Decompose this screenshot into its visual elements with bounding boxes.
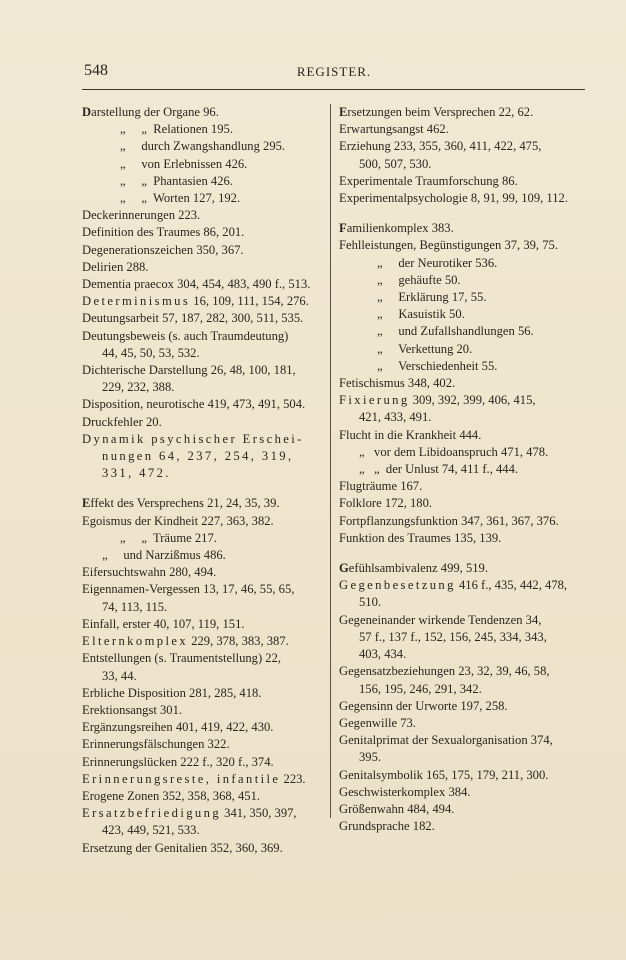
index-entry <box>82 788 324 805</box>
index-entry-line: 74, 113, 115. <box>102 599 168 614</box>
index-entry-line: 33, 44. <box>102 668 137 683</box>
index-entry <box>82 104 324 121</box>
index-entry <box>339 461 585 478</box>
index-entry-line: 421, 433, 491. <box>359 410 432 425</box>
index-entry-line: Gegensinn der Urworte 197, 258. <box>339 698 508 713</box>
index-entry <box>82 362 324 396</box>
index-entry-line: Determinismus 16, 109, 111, 154, 276. <box>82 294 309 309</box>
index-subentry: „ der Neurotiker 536. <box>377 255 498 270</box>
index-entry-line: Ergänzungsreihen 401, 419, 422, 430. <box>82 720 274 735</box>
index-entry-line: Genitalprimat der Sexualorganisation 374, <box>339 733 553 748</box>
index-entry-line: Experimentalpsychologie 8, 91, 99, 109, 112. <box>339 191 568 206</box>
index-entry-line: Entstellungen (s. Traumentstellung) 22, <box>82 651 282 666</box>
index-entry <box>339 323 585 340</box>
index-subentry: „ „ Worten 127, 192. <box>120 191 241 206</box>
index-entry <box>82 293 324 310</box>
index-entry-line: 229, 232, 388. <box>102 380 175 395</box>
index-entry-line: 403, 434. <box>359 647 407 662</box>
page-number: 548 <box>84 62 108 79</box>
index-entry-line: Dynamik psychischer Erschei- <box>82 431 304 446</box>
index-entry-line: Genitalsymbolik 165, 175, 179, 211, 300. <box>339 767 549 782</box>
index-entry <box>339 104 585 121</box>
index-entry-line: Gegensatzbeziehungen 23, 32, 39, 46, 58, <box>339 664 550 679</box>
index-entry-line: Gegenwille 73. <box>339 715 416 730</box>
index-entry-line: Erogene Zonen 352, 358, 368, 451. <box>82 788 261 803</box>
index-subentry: „ Kasuistik 50. <box>377 307 465 322</box>
running-head: REGISTER. <box>296 64 372 79</box>
index-entry-line: Gegenbesetzung 416 f., 435, 442, 478, <box>339 578 568 593</box>
index-entry <box>82 190 324 207</box>
index-entry <box>339 663 585 697</box>
index-entry <box>339 732 585 766</box>
index-entry-line: Ersatzbefriedigung 341, 350, 397, <box>82 806 297 821</box>
index-entry <box>82 138 324 155</box>
index-entry <box>82 685 324 702</box>
index-entry-line: Familienkomplex 383. <box>339 221 454 236</box>
index-entry <box>339 698 585 715</box>
index-entry <box>339 801 585 818</box>
index-entry <box>339 306 585 323</box>
index-entry-line: Fetischismus 348, 402. <box>339 376 456 391</box>
index-entry <box>82 736 324 753</box>
index-entry-line: Definition des Traumes 86, 201. <box>82 225 245 240</box>
index-entry-line: Ersetzung der Genitalien 352, 360, 369. <box>82 840 283 855</box>
index-entry-line: Experimentale Traumforschung 86. <box>339 173 518 188</box>
index-subentry: „ und Zufallshandlungen 56. <box>377 324 534 339</box>
index-entry-line: Gefühlsambivalenz 499, 519. <box>339 561 488 576</box>
index-entry-line: 395. <box>359 750 382 765</box>
index-entry <box>339 220 585 237</box>
index-entry-line: Flugträume 167. <box>339 479 423 494</box>
index-entry <box>82 242 324 259</box>
index-entry-line: Degenerationszeichen 350, 367. <box>82 242 244 257</box>
index-entry <box>82 328 324 362</box>
index-entry <box>339 138 585 172</box>
index-entry-line: Disposition, neurotische 419, 473, 491, 504. <box>82 397 306 412</box>
index-entry-line: Deutungsbeweis (s. auch Traumdeutung) <box>82 328 289 343</box>
index-entry <box>82 431 324 483</box>
index-subentry: „ durch Zwangshandlung 295. <box>120 139 286 154</box>
index-entry <box>339 375 585 392</box>
index-entry <box>339 173 585 190</box>
index-entry-line: Größenwahn 484, 494. <box>339 801 455 816</box>
index-entry-line: Fixierung 309, 392, 399, 406, 415, <box>339 393 536 408</box>
index-entry-line: Erinnerungslücken 222 f., 320 f., 374. <box>82 754 274 769</box>
index-entry <box>82 840 324 857</box>
index-entry <box>339 392 585 426</box>
index-entry-line: Erektionsangst 301. <box>82 702 183 717</box>
header-rule <box>82 89 585 90</box>
index-subentry: „ „ Träume 217. <box>120 530 217 545</box>
index-entry-line: 500, 507, 530. <box>359 156 432 171</box>
index-entry-line: Darstellung der Organe 96. <box>82 105 219 119</box>
index-entry-line: Ersetzungen beim Versprechen 22, 62. <box>339 105 534 119</box>
index-entry-line: Elternkomplex 229, 378, 383, 387. <box>82 634 289 649</box>
index-entry-line: Druckfehler 20. <box>82 414 162 429</box>
index-entry <box>339 495 585 512</box>
index-subentry: „ „ Phantasien 426. <box>120 173 233 188</box>
index-entry <box>339 577 585 611</box>
index-entry <box>82 530 324 547</box>
index-entry <box>82 495 324 512</box>
index-entry-line: Eifersuchtswahn 280, 494. <box>82 565 217 580</box>
index-entry <box>82 310 324 327</box>
index-entry-line: Egoismus der Kindheit 227, 363, 382. <box>82 513 274 528</box>
index-entry <box>82 616 324 633</box>
index-entry-line: Erinnerungsreste, infantile 223. <box>82 771 306 786</box>
index-entry <box>339 513 585 530</box>
index-subentry: „ von Erlebnissen 426. <box>120 156 248 171</box>
index-entry-line: 156, 195, 246, 291, 342. <box>359 681 482 696</box>
index-entry <box>82 396 324 413</box>
index-subentry: „ und Narzißmus 486. <box>102 548 226 563</box>
index-entry <box>82 513 324 530</box>
index-entry-line: Delirien 288. <box>82 259 149 274</box>
index-entry <box>82 173 324 190</box>
index-entry <box>339 612 585 664</box>
index-entry <box>339 530 585 547</box>
index-entry-line: Flucht in die Krankheit 444. <box>339 427 482 442</box>
index-entry <box>339 255 585 272</box>
index-entry-line: Erbliche Disposition 281, 285, 418. <box>82 685 262 700</box>
index-subentry: „ Erklärung 17, 55. <box>377 290 487 305</box>
index-entry-line: Effekt des Versprechens 21, 24, 35, 39. <box>82 496 280 511</box>
page-header <box>84 62 584 84</box>
index-entry-line: Geschwisterkomplex 384. <box>339 784 471 799</box>
index-entry <box>82 547 324 564</box>
index-entry <box>339 237 585 254</box>
index-entry <box>82 276 324 293</box>
index-entry <box>339 767 585 784</box>
index-subentry: „ „ Relationen 195. <box>120 122 233 137</box>
index-entry <box>82 771 324 788</box>
index-entry-line: Fehlleistungen, Begünstigungen 37, 39, 75. <box>339 238 558 253</box>
index-entry <box>82 259 324 276</box>
index-entry-line: Fortpflanzungsfunktion 347, 361, 367, 376. <box>339 513 559 528</box>
index-subentry: „ Verkettung 20. <box>377 341 473 356</box>
index-entry-line: nungen 64, 237, 254, 319, 331, 472. <box>102 449 294 481</box>
index-entry-line: Erziehung 233, 355, 360, 411, 422, 475, <box>339 139 542 154</box>
index-entry-line: 510. <box>359 595 382 610</box>
index-entry-line: Grundsprache 182. <box>339 819 435 834</box>
index-entry-line: Gegeneinander wirkende Tendenzen 34, <box>339 612 542 627</box>
index-entry-line: 423, 449, 521, 533. <box>102 823 200 838</box>
index-column-right <box>339 104 585 835</box>
index-entry <box>339 358 585 375</box>
index-entry-line: Erwartungsangst 462. <box>339 122 449 137</box>
index-entry-line: Dichterische Darstellung 26, 48, 100, 181, <box>82 363 296 378</box>
index-entry <box>82 564 324 581</box>
index-entry <box>82 121 324 138</box>
index-entry <box>339 784 585 801</box>
index-entry-line: Deckerinnerungen 223. <box>82 208 201 223</box>
index-entry <box>339 190 585 207</box>
index-entry <box>82 702 324 719</box>
index-entry <box>339 444 585 461</box>
column-divider <box>330 104 331 818</box>
index-entry <box>339 341 585 358</box>
index-subentry: „ Verschiedenheit 55. <box>377 358 498 373</box>
index-entry <box>339 427 585 444</box>
index-entry <box>82 633 324 650</box>
index-subentry: „ vor dem Libidoanspruch 471, 478. <box>359 444 549 459</box>
index-entry <box>82 805 324 839</box>
index-subentry: „ „ der Unlust 74, 411 f., 444. <box>359 462 519 477</box>
index-entry <box>339 560 585 577</box>
index-entry <box>339 289 585 306</box>
index-entry <box>339 121 585 138</box>
index-entry <box>82 224 324 241</box>
index-entry-line: Funktion des Traumes 135, 139. <box>339 530 502 545</box>
index-entry <box>339 715 585 732</box>
index-column-left <box>82 104 324 857</box>
index-entry-line: Erinnerungsfälschungen 322. <box>82 737 230 752</box>
index-entry-line: Dementia praecox 304, 454, 483, 490 f., 513. <box>82 277 311 292</box>
index-entry-line: Eigennamen-Vergessen 13, 17, 46, 55, 65, <box>82 582 295 597</box>
index-entry <box>82 754 324 771</box>
index-entry-line: Deutungsarbeit 57, 187, 282, 300, 511, 535. <box>82 311 304 326</box>
index-entry-line: Folklore 172, 180. <box>339 496 433 511</box>
index-entry <box>339 818 585 835</box>
index-entry <box>82 414 324 431</box>
index-subentry: „ gehäufte 50. <box>377 272 461 287</box>
index-entry <box>82 156 324 173</box>
index-entry-line: 44, 45, 50, 53, 532. <box>102 345 200 360</box>
index-entry-line: 57 f., 137 f., 152, 156, 245, 334, 343, <box>359 629 547 644</box>
index-entry <box>339 478 585 495</box>
index-entry-line: Einfall, erster 40, 107, 119, 151. <box>82 616 245 631</box>
index-entry <box>339 272 585 289</box>
index-entry <box>82 719 324 736</box>
index-entry <box>82 207 324 224</box>
index-entry <box>82 650 324 684</box>
index-entry <box>82 581 324 615</box>
